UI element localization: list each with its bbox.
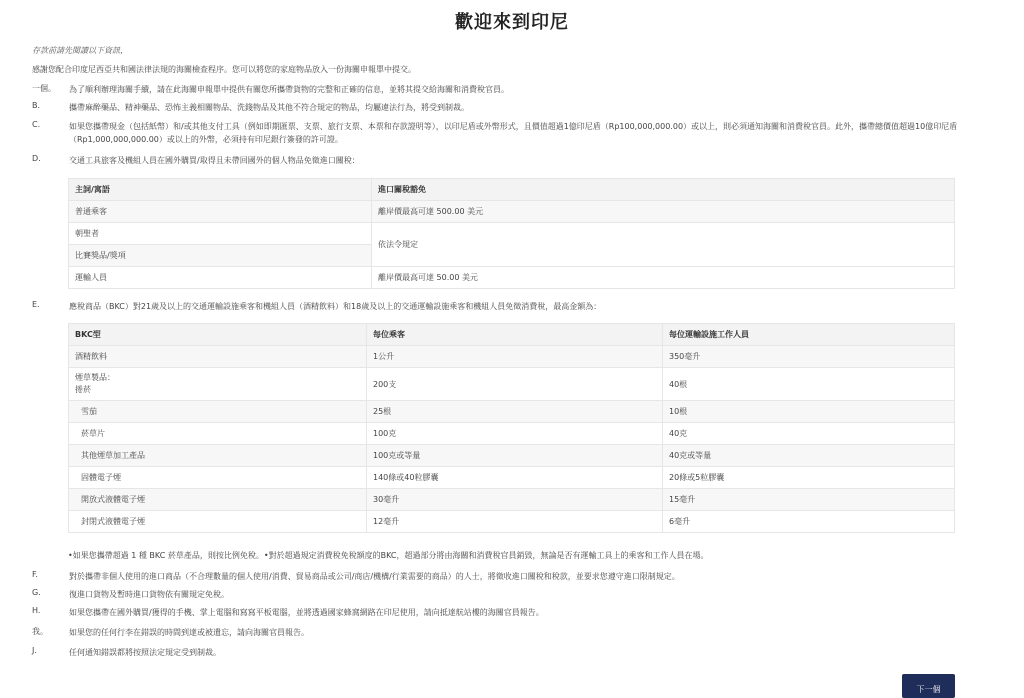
- type-cell: 開放式液體電子煙: [69, 489, 367, 511]
- next-button[interactable]: 下一個: [902, 674, 955, 698]
- passenger-cell: 100克: [367, 423, 663, 445]
- item-text: 為了順利辦理海關手續，請在此海關申報單中提供有關您所攜帶貨物的完整和正確的信息，並將其提交給海關和消費稅官員。: [69, 85, 509, 94]
- subject-cell: 朝聖者: [69, 223, 372, 245]
- table-row: [69, 401, 955, 423]
- exemption-cell: 依法令規定: [372, 223, 955, 267]
- passenger-cell: 12毫升: [367, 511, 663, 533]
- item-text: 交通工具旅客及機組人員在國外購買/取得且未帶回國外的個人物品免徵進口關稅：: [69, 156, 360, 165]
- item-marker: E.: [32, 300, 40, 309]
- table-row: [69, 368, 955, 401]
- passenger-cell: 1公升: [367, 346, 663, 368]
- item-marker: B.: [32, 101, 41, 110]
- table-row: [69, 223, 955, 245]
- type-cell: 其他煙草加工產品: [69, 445, 367, 467]
- item-text: 如果您的任何行李在錯誤的時間到達或被遺忘，請向海關官員報告。: [69, 628, 309, 637]
- item-marker: 一個。: [32, 84, 56, 93]
- type-cell: 菸草片: [69, 423, 367, 445]
- column-header: 每位乘客: [367, 324, 663, 346]
- item-marker: C.: [32, 120, 41, 129]
- bkc-table: [68, 323, 955, 533]
- passenger-cell: 140條或40粒膠囊: [367, 467, 663, 489]
- item-marker: H.: [32, 606, 41, 615]
- crew-cell: 15毫升: [663, 489, 955, 511]
- item-text: 任何通知錯誤都將按照法定規定受到制裁。: [69, 648, 221, 657]
- subject-cell: 比賽獎品/獎項: [69, 245, 372, 267]
- exemption-cell: 離岸價最高可達 500.00 美元: [372, 201, 955, 223]
- crew-cell: 40根: [663, 368, 955, 401]
- item-text: 應稅商品（BKC）對21歲及以上的交通運輸設施乘客和機組人員（酒精飲料）和18歲及以上的交通運輸設施乘客和機組人員免徵消費稅，最高金額為：: [69, 302, 602, 311]
- column-header: 主詞/寓語: [69, 179, 372, 201]
- item-marker: 我。: [32, 627, 48, 636]
- item-marker: F.: [32, 570, 38, 579]
- table-row: [69, 267, 955, 289]
- crew-cell: 6毫升: [663, 511, 955, 533]
- item-text: 對於攜帶非個人使用的進口商品（不合理數量的個人使用/消費、貿易商品或公司/商店/機構/行業需要的商品）的人士，將徵收進口關稅和稅款，並要求您遵守進口限制規定。: [69, 572, 680, 581]
- crew-cell: 40克: [663, 423, 955, 445]
- type-cell: 固體電子煙: [69, 467, 367, 489]
- table-row: [69, 423, 955, 445]
- table-row: [69, 467, 955, 489]
- exemption-cell: 離岸價最高可達 50.00 美元: [372, 267, 955, 289]
- intro-text: 感謝您配合印度尼西亞共和國法律法規的海關檢查程序。您可以將您的家庭物品放入一份海關申報單中提交。: [32, 65, 416, 74]
- item-marker: J.: [32, 646, 37, 655]
- item-text: 復進口貨物及暫時進口貨物依有關規定免稅。: [69, 590, 229, 599]
- crew-cell: 10根: [663, 401, 955, 423]
- table-row: [69, 511, 955, 533]
- column-header: BKC型: [69, 324, 367, 346]
- type-cell: 煙草製品： 捲菸: [69, 368, 367, 401]
- table-row: [69, 445, 955, 467]
- crew-cell: 40克或等量: [663, 445, 955, 467]
- item-text: 攜帶麻醉藥品、精神藥品、恐怖主義相關物品、洗錢物品及其他不符合規定的物品，均屬違法行為，將受到制裁。: [69, 103, 469, 112]
- column-header: 進口關稅豁免: [372, 179, 955, 201]
- item-text: 如果您攜帶現金（包括紙幣）和/或其他支付工具（例如即期匯票、支票、旅行支票、本票和存款證明等），以印尼盾或外幣形式，且價值超過1億印尼盾（Rp100,000,000.00）或以上，則必須通知海關和消費稅官員。此外，攜帶總價值超過10億印尼盾（Rp1,000,000,000.00）或以上的外幣，必須持有印尼銀行簽發的許可證。: [69, 122, 958, 144]
- subject-cell: 普通乘客: [69, 201, 372, 223]
- exemption-table: [68, 178, 955, 289]
- bkc-note: •如果您攜帶超過 1 種 BKC 菸草產品，則按比例免稅。•對於超過規定消費稅免稅額度的BKC，超過部分將由海關和消費稅官員銷毀，無論是否有運輸工具上的乘客和工作人員在場。: [68, 551, 709, 560]
- item-text: 如果您攜帶在國外購買/獲得的手機、掌上電腦和寫寫平板電腦，並將透過國家蜂窩網路在印尼使用，請向抵達航站樓的海關官員報告。: [69, 608, 544, 617]
- table-row: [69, 346, 955, 368]
- table-row: [69, 201, 955, 223]
- item-marker: G.: [32, 588, 41, 597]
- crew-cell: 20條或5粒膠囊: [663, 467, 955, 489]
- page-title: 歡迎來到印尼: [455, 12, 569, 33]
- crew-cell: 350毫升: [663, 346, 955, 368]
- intro-italic-note: 存款前請先閱讀以下資訊，: [32, 46, 128, 55]
- subject-cell: 運輸人員: [69, 267, 372, 289]
- passenger-cell: 200支: [367, 368, 663, 401]
- passenger-cell: 25根: [367, 401, 663, 423]
- item-marker: D.: [32, 154, 41, 163]
- column-header: 每位運輸設施工作人員: [663, 324, 955, 346]
- table-row: [69, 489, 955, 511]
- type-cell: 封閉式液體電子煙: [69, 511, 367, 533]
- passenger-cell: 30毫升: [367, 489, 663, 511]
- type-cell: 雪茄: [69, 401, 367, 423]
- passenger-cell: 100克或等量: [367, 445, 663, 467]
- type-cell: 酒精飲料: [69, 346, 367, 368]
